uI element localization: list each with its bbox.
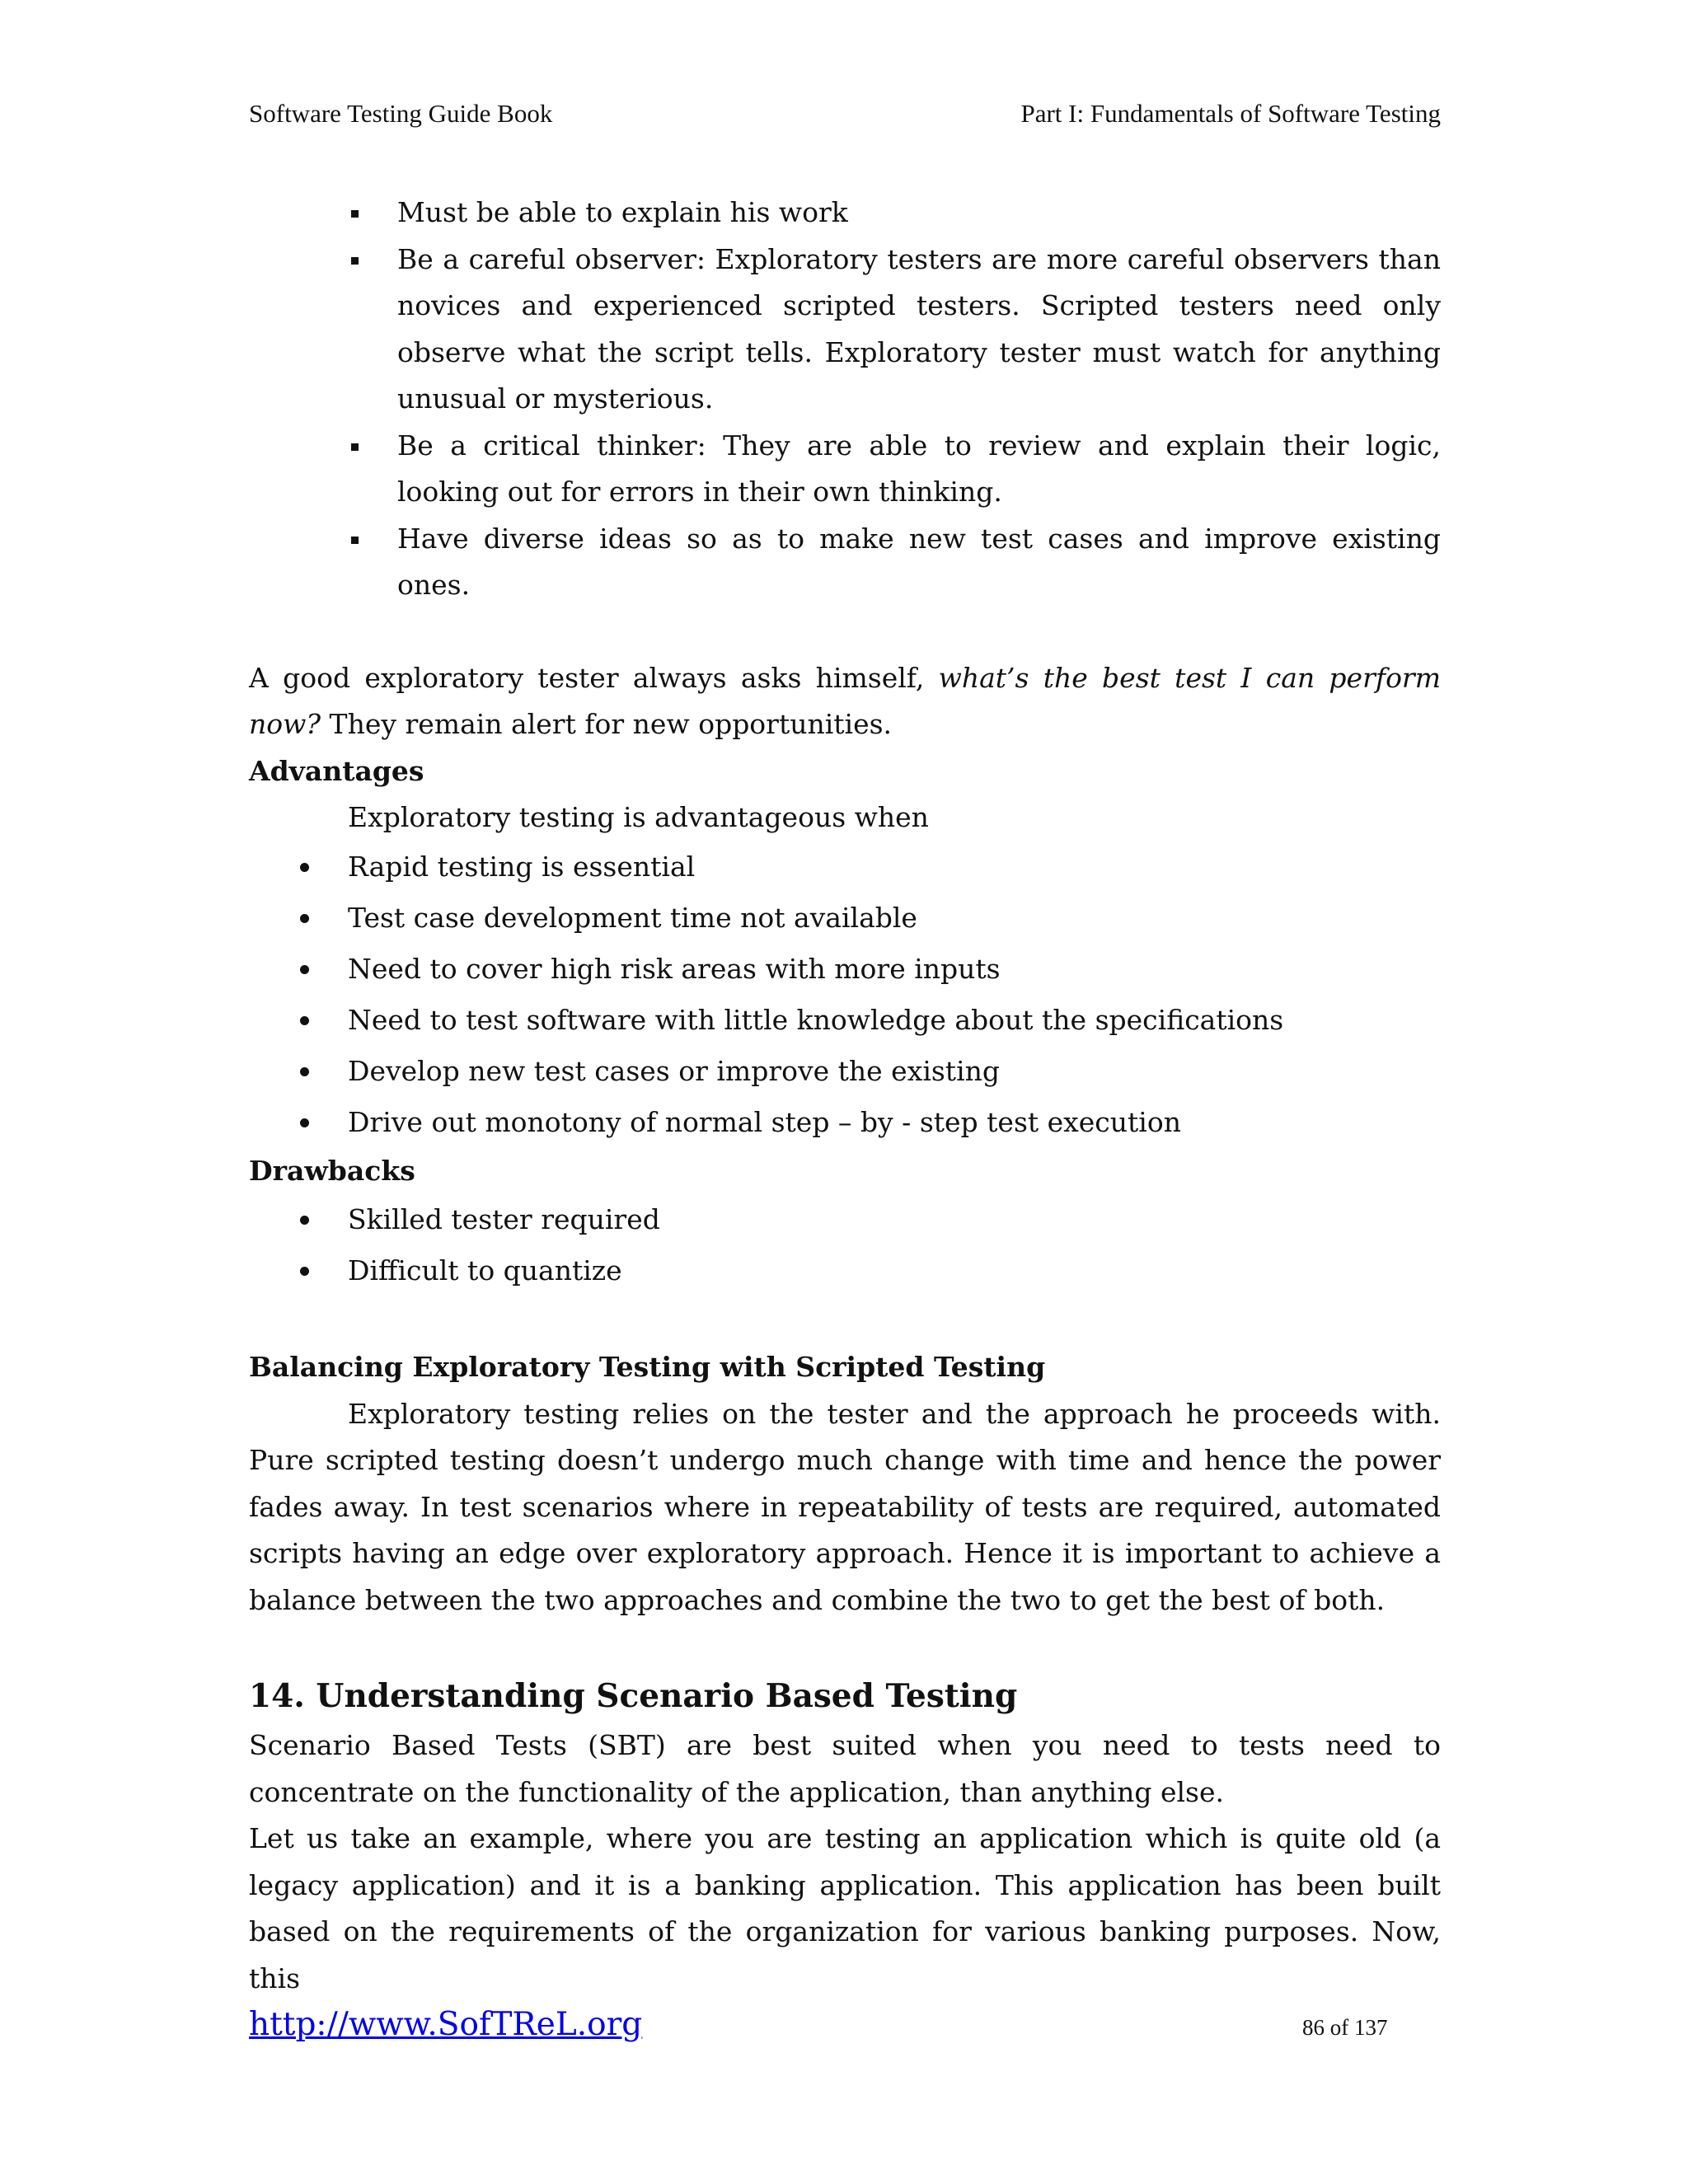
list-item-text: Develop new test cases or improve the existing (348, 1054, 1001, 1087)
list-item (348, 1097, 1441, 1148)
header-book-title: Software Testing Guide Book (249, 99, 553, 128)
list-item (397, 190, 1441, 237)
list-item-text: Difficult to quantize (348, 1254, 622, 1286)
advantages-heading: Advantages (249, 754, 424, 787)
list-item (348, 995, 1441, 1046)
bullet-icon (300, 1067, 309, 1076)
list-item (348, 1245, 1441, 1296)
list-item (348, 841, 1441, 893)
bullet-icon (300, 914, 309, 923)
bullet-icon (300, 1216, 309, 1225)
page-number: 86 of 137 (1302, 2015, 1388, 2040)
list-item-text: Need to test software with little knowledge about the specifications (348, 1003, 1284, 1036)
square-bullet-icon (351, 257, 359, 265)
drawbacks-heading: Drawbacks (249, 1154, 415, 1187)
list-item (397, 237, 1441, 423)
list-item-text: Rapid testing is essential (348, 850, 696, 883)
section-14-paragraph-1: Scenario Based Tests (SBT) are best suited when you need to tests need to concentrate on the functionality of the application, than anything else. (249, 1729, 1441, 1808)
balancing-paragraph: Exploratory testing relies on the tester and the approach he proceeds with. Pure scripted testing doesn’t undergo much change with time and hence the power fades away. In test scenarios where in repeatability of tests are required, automated scripts having an edge over exploratory approach. Hence it is important to achieve a balance between the two approaches and combine the two to get the best of both. (249, 1397, 1441, 1616)
balancing-heading: Balancing Exploratory Testing with Scripted Testing (249, 1351, 1046, 1383)
drawbacks-list (249, 1194, 1441, 1296)
list-item (397, 516, 1441, 609)
bullet-icon (300, 1118, 309, 1127)
list-item (348, 944, 1441, 995)
list-item-text: Be a critical thinker: They are able to review and explain their logic, looking out for errors in their own thinking. (397, 429, 1441, 508)
list-item-text: Need to cover high risk areas with more inputs (348, 952, 1001, 985)
page-body (249, 190, 1441, 2002)
advantages-list (249, 841, 1441, 1148)
list-item-text: Must be able to explain his work (397, 196, 848, 228)
website-link[interactable]: http://www.SofTReL.org (249, 2006, 643, 2043)
tester-traits-list (249, 190, 1441, 609)
list-item (348, 1194, 1441, 1245)
list-item (397, 423, 1441, 516)
list-item-text: Test case development time not available (348, 901, 917, 934)
bullet-icon (300, 965, 309, 974)
bullet-icon (300, 863, 309, 872)
list-item-text: Have diverse ideas so as to make new test cases and improve existing ones. (397, 522, 1441, 601)
list-item-text: Skilled tester required (348, 1203, 660, 1235)
page-header (249, 97, 1441, 130)
list-item (348, 1046, 1441, 1097)
header-part-title: Part I: Fundamentals of Software Testing (1020, 99, 1441, 128)
square-bullet-icon (351, 210, 359, 218)
bullet-icon (300, 1016, 309, 1025)
list-item-text: Be a careful observer: Exploratory testers are more careful observers than novices and experienced scripted testers. Scripted testers need only observe what the script tells. Exploratory tester must watch for anything unusual or mysterious. (397, 242, 1441, 415)
intro-question: what’s the best test I can perform now? (249, 661, 1441, 740)
list-item (348, 893, 1441, 944)
list-item-text: Drive out monotony of normal step – by - step test execution (348, 1105, 1181, 1138)
section-14-paragraph-2: Let us take an example, where you are testing an application which is quite old (a legacy application) and it is a banking application. This application has been built based on the requirements of the organization for various banking purposes. Now, this (249, 1822, 1441, 1994)
section-14-heading: 14. Understanding Scenario Based Testing (249, 1677, 1018, 1715)
intro-paragraph: A good exploratory tester always asks himself, what’s the best test I can perform now? They remain alert for new opportunities. (249, 661, 1441, 740)
bullet-icon (300, 1267, 309, 1276)
square-bullet-icon (351, 443, 359, 451)
advantages-lead: Exploratory testing is advantageous when (348, 801, 929, 833)
square-bullet-icon (351, 537, 359, 544)
